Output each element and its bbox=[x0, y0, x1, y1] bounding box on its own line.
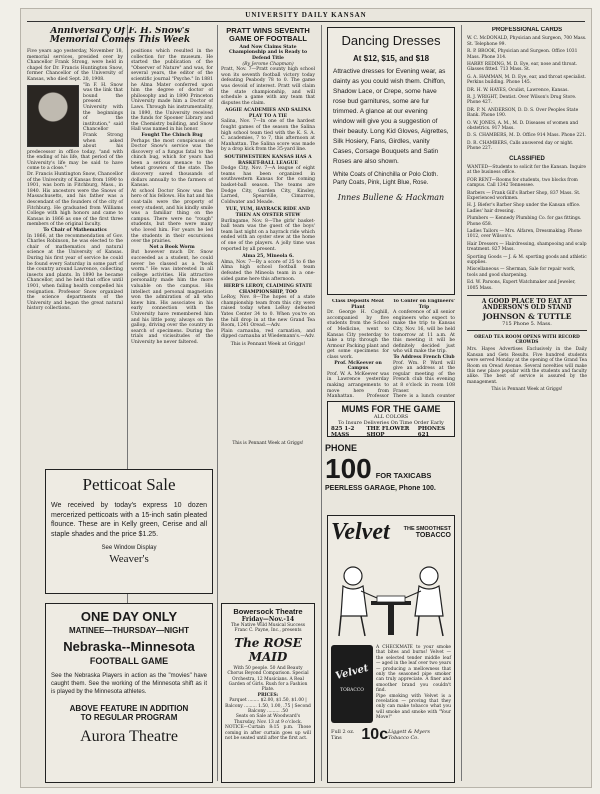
snow-col-2 bbox=[131, 49, 213, 345]
snow-portrait-photo bbox=[27, 85, 79, 147]
tea-room-title: OREAD TEA ROOM OPENS WITH RECORD CROWDS bbox=[474, 334, 580, 345]
classified-header: CLASSIFIED bbox=[509, 155, 545, 162]
chem-title: Class Deposits Meat Plant bbox=[331, 299, 385, 310]
dresses-body: Attractive dresses for Evening wear, as dainty as you could wish them. Chiffon, Shadow Lace, or Crepe, some have rose bud garnitures, some are fur trimmed. A glance at our evening window will give you a suggestion of their beauty. Long Kid Gloves, Aigrettes, Silk Hosiery, Fans, Girdles, vanity Cases, Corsage Bouquets and Satin Roses are also shown. bbox=[333, 68, 449, 165]
snow-body-3: In 1866, at the recommendation of Gov. Charles Robinson, he was elected to the chair of mathematics and natural science at the University of Kansas. During his first year of service he could be found every Saturday in some part of the country around Lawrence, collecting insects and plants. In 1890 he became Chancellor, and he held that office until 1901, when failing health compelled his resignation. Professor Snow organized the science departments of the University and began the great natural history collections. bbox=[27, 233, 123, 312]
velvet-price-label: Full 2 oz. Tins bbox=[331, 729, 355, 741]
anderson-names: JOHNSON & TUTTLE bbox=[482, 311, 572, 321]
football-sub-4: Alma 25, Mineola 6. bbox=[242, 254, 294, 260]
football-sub-5: HERB'S LEROY, CLAIMING STATE CHAMPIONSHIP, TOO bbox=[223, 284, 313, 295]
anderson-ad bbox=[467, 295, 587, 330]
column-divider bbox=[217, 25, 218, 781]
bowersock-body: The Native Wild Musical Success Franc C. Payne, Inc., presents bbox=[230, 623, 306, 634]
confer-body-3: There is a lunch counter bbox=[393, 394, 455, 399]
petticoat-body: We received by today's express 10 dozen mercerized petticoats with a 15-inch satin pleated flounce. These are in Kelly green, Cerise and all staple shades and the price $1.25. bbox=[51, 502, 207, 538]
velvet-tin-image bbox=[331, 645, 373, 723]
flower-address: 825 1-2 MASS bbox=[331, 426, 355, 437]
classified-item: Sporting Goods — J. & M. sporting goods and athletic supplies. bbox=[467, 254, 587, 265]
confer-body: A conference of all senior engineers who expect to make the trip to Kansas City, Nov. 16, will be held tomorrow at 11 a.m. At this meeting it will be definitely decided just who will make the trip. bbox=[393, 310, 455, 355]
professional-card: HARRY REDING, M. D. Eye, ear, nose and throat. Glasses fitted. 713 Mass. St. bbox=[467, 61, 578, 73]
snow-intro: Five years ago yesterday, November 18, memorial services, presided over by Chancellor Frank Strong, were held in chapel for Dr. Francis Huntington Snow, former Chancellor of the University of Kansas, who died Sept. 20, 1908. bbox=[27, 49, 123, 82]
classified-list bbox=[467, 165, 587, 291]
snow-body-1: "In F. H. Snow was the link that bound the present University with the beginnings of the institution," said Chancellor Frank Strong when asked about his predecessor in office today, "and with the ending of his life, that period of the University's life may be said to have come to a close." bbox=[27, 82, 123, 172]
velvet-lower bbox=[331, 645, 451, 723]
aurora-line-5: ABOVE FEATURE IN ADDITION bbox=[69, 704, 189, 713]
professional-card: DR. H. W. HAYES, Oculist, Lawrence, Kansas. bbox=[467, 87, 569, 93]
tea-room-body: Mrs. Hayes Advertises Exclusively in the Daily Kansan and Gets Results. Five hundred students were served Monday at the opening of the Grand Tea Room on Oread Avenue. Several novelties will make this new place popular with the students and faculty alike. The best of service is assured by the management. bbox=[467, 347, 587, 385]
snow-article bbox=[27, 27, 213, 464]
petticoat-window: See Window Display bbox=[101, 545, 157, 551]
column-divider bbox=[321, 25, 322, 781]
football-body-2: Salina, Nov. 7—In one of the hardest fought games of the season the Salina high school team tied with the K. S. A. C. academies, 7 to 7, this afternoon at Manhattan. The Salina score was made by a drop kick from the 35-yard line. bbox=[221, 119, 315, 153]
professional-card: D. S. CHAMBERS, M. D. Office 914 Mass. Phone 221. bbox=[467, 133, 587, 139]
classified-item: Hair Dressers — Hairdressing, shampooing and scalp treatment. 827 Mass. bbox=[467, 241, 587, 253]
velvet-ad bbox=[327, 515, 455, 783]
velvet-maker: Liggett & Myers Tobacco Co. bbox=[388, 729, 430, 741]
bowersock-prices: Parquet ........ $2.00, $1.50, $1.00 | Balcony ......... 1.50, 1.00, .75 | Second Balcony ......... .50 bbox=[225, 698, 311, 715]
snow-headline-1: Anniversary Of F. H. Snow's bbox=[50, 27, 190, 36]
taxi-row bbox=[325, 453, 459, 485]
football-body-7: Plain carnauba, red carnation, and dipped carnauba at Wiedemann's.—Adv. bbox=[221, 328, 315, 340]
classified-item: FOR RENT—Rooms for students, two blocks from campus. Call 1342 Tennessee. bbox=[467, 177, 578, 189]
bowersock-date: Friday—Nov.-14 bbox=[241, 616, 295, 623]
confer-body-2: Prof. Wm. P. Ward will give an address at the regular meeting of the French club this evening at 8 o'clock in room 108 Fraser. bbox=[393, 360, 455, 394]
aurora-line-1: ONE DAY ONLY bbox=[80, 609, 178, 624]
snow-col-1 bbox=[27, 49, 123, 312]
aurora-line-2: MATINEE—THURSDAY—NIGHT bbox=[68, 626, 189, 635]
professional-card: D. R. CHAMBERS, Calls answered day or night. Phone 227. bbox=[467, 140, 574, 152]
masthead-rule bbox=[27, 21, 585, 22]
football-sub-3: YUE, YUM, HAYRACK RIDE AND THEN AN OYSTER STEW bbox=[226, 207, 310, 218]
velvet-copy bbox=[376, 645, 451, 723]
flower-line-1: MUMS FOR THE GAME bbox=[341, 404, 441, 414]
snow-col2-body-4: But however much Dr. Snow succeeded as a student, he could never be classed as a "book worm." He was interested in all college activities. His attractive personality made him the more valuable on the campus. His intellect and personal magnetism won the admiration of all who knew him. His associates in his early connection with the University have remembered him and his little pony, always on the gallop, driving over the country in search of specimens. During the trials and vicissitudes of the University he never faltered. bbox=[131, 250, 213, 345]
professional-card: O. W. JONES, A. M., M. D. Diseases of women and obstetrics. 917 Mass. bbox=[467, 120, 579, 131]
professional-card: DR. P. N. ANDERSON, D. D. S. Over Peoples State Bank. Phone 190. bbox=[467, 107, 579, 119]
classified-item: Ed. W. Parsons, Expert Watchmaker and Jeweler, 1005 Mass. bbox=[467, 280, 576, 291]
football-promo: This is Pennant Week at Griggs! bbox=[230, 342, 306, 348]
professional-card: R. P. BROOK, Physician and Surgeon. Office 1031 Mass. Phone 314. bbox=[467, 49, 578, 60]
flower-shop-name: THE FLOWER SHOP bbox=[366, 426, 410, 437]
dresses-prices: At $12, $15, and $18 bbox=[352, 54, 430, 63]
snow-col2-body: positions which resulted in the collection for the museum. He started the publication of the "Observer of Nature" and was, for several years, the editor of the scientific journal "Psyche." In 1881 he Alma Mater conferred upon him the degree of doctor of philosophy and in 1890 Princeton University made him a Doctor of Laws. Through his instrumentality, in 1890, the University received the funds for Spooner Library and the Chemistry building, and Snow Hall was named in his honor. bbox=[131, 49, 213, 133]
bowersock-prices-label: PRICES: bbox=[257, 692, 279, 698]
anderson-address: 715 Phone 5. Mass. bbox=[502, 320, 552, 327]
dresses-ad bbox=[327, 27, 455, 295]
dresses-signature: Innes Bullene & Hackman bbox=[337, 193, 445, 202]
confer-title: To Confer on Engineers' Trip bbox=[393, 299, 455, 310]
bowersock-body-3: Seats on Sale at Woodward's Thursday, Nov. 13 at 9 o'clock. bbox=[233, 714, 303, 725]
petticoat-store: Weaver's bbox=[109, 553, 149, 565]
snow-headline-2: Memorial Comes This Week bbox=[49, 35, 191, 46]
football-sub-2: SOUTHWESTERN KANSAS HAS A BASKET-BALL LEAGUE bbox=[224, 155, 312, 166]
chem-article bbox=[327, 299, 389, 399]
snow-body-2: Dr. Francis Huntington Snow, Chancellor of the University of Kansas from 1890 to 1901, was born in Fitchburg, Mass., in 1840. His ancestors were the Snows of Massachusetts, and his father was a descendant of the founders of the city of Fitchburg. He graduated from Williams College with high honors and came to Kansas in 1866 as one of the first three members of the original faculty. bbox=[27, 172, 123, 228]
bowersock-body-2: With 50 people. 50 And Beauty Chorus Beyond Comparison. Special Orchestra, 12 Musicians. A Real Garden of Girls. Rush for a Fashion Plate. bbox=[227, 665, 309, 693]
velvet-body: A CHECKMATE to your smoke that bites and burns! Velvet — the selected tender middle leaf — aged in the leaf over two years — producing a mellowness that only the seasoned pipe smoker can truly appreciate. A finer and smoother brand you couldn't find. bbox=[376, 645, 451, 694]
taxi-for: FOR TAXICABS bbox=[375, 471, 432, 480]
dresses-title: Dancing Dresses bbox=[341, 33, 441, 48]
classified-item: Ladies Tailors — Mrs. Alfaren, Dressmaking. Phone 1012, over Wilson's. bbox=[467, 228, 582, 240]
velvet-price: 10c bbox=[361, 726, 389, 743]
taxi-phone: PHONE bbox=[325, 443, 358, 453]
bowersock-show: The ROSE MAID bbox=[234, 635, 302, 664]
bowersock-ad bbox=[221, 603, 315, 783]
velvet-price-row bbox=[331, 726, 451, 744]
aurora-ad bbox=[45, 603, 213, 783]
masthead: UNIVERSITY DAILY KANSAN bbox=[245, 11, 367, 19]
football-body-3: Dodge City, Nov. 7—A league of eight teams has been organized in southwestern Kansas for the coming basket-ball season. The teams are Dodge City, Garden City, Kinsley, Larned, Spearville, Cimarron, Coldwater and Meade. bbox=[221, 166, 315, 205]
professional-card: G. A. HAMMAN, M. D. Eye, ear, and throat specialist. Perkins building. Phone 145. bbox=[467, 74, 586, 86]
flower-ad bbox=[327, 401, 455, 437]
velvet-tin-sub: TOBACCO bbox=[340, 688, 364, 693]
chem-sub: Prof. McKeever on Campus bbox=[334, 360, 382, 372]
snow-col2-subhead-2: Not a Book Worm bbox=[149, 244, 195, 250]
taxi-ad bbox=[325, 443, 459, 513]
velvet-title: Velvet bbox=[331, 519, 390, 545]
velvet-tagline bbox=[404, 526, 451, 539]
velvet-header bbox=[331, 519, 451, 546]
classified-item: Miscellaneous — Sherman, Sale for repair work, tools and good sharpening. bbox=[467, 267, 576, 278]
chem-body: Dr. George H. Coghill, accompanied by five students from the School of Medicine, went to Kansas City yesterday to take a trip through the Armour Packing plant and get some specimens for class work. bbox=[327, 310, 389, 360]
cards-column bbox=[467, 27, 587, 783]
velvet-sub-1: THE SMOOTHEST bbox=[403, 526, 451, 532]
aurora-line-4: FOOTBALL GAME bbox=[89, 656, 169, 666]
petticoat-title: Petticoat Sale bbox=[82, 475, 176, 494]
aurora-line-3: Nebraska--Minnesota bbox=[63, 639, 195, 654]
cards-promo: This is Pennant Week at Griggs! bbox=[491, 387, 563, 393]
velvet-sub-2: TOBACCO bbox=[415, 532, 451, 539]
column-divider bbox=[461, 25, 462, 781]
taxi-number: 100 bbox=[325, 453, 372, 484]
bowersock-title: Bowersock Theatre bbox=[233, 607, 303, 616]
football-deck: And Now Claims State Championship and is Ready to Defend Title bbox=[228, 44, 308, 61]
aurora-line-7: Aurora Theatre bbox=[80, 728, 178, 745]
football-headline-1: PRATT WINS SEVENTH bbox=[226, 27, 310, 35]
football-body-4: Burlingame, Nov. 8—The girls' basket-ball team was the guest of the boys' team last night on a hayrack ride which ended with an oyster stew at the home of one of the players. A jolly time was reported by all present. bbox=[221, 218, 315, 252]
confer-sub: To Address French Club bbox=[393, 354, 455, 360]
snow-subhead: To Chair of Mathematics bbox=[43, 228, 107, 233]
aurora-body: See the Nebraska Players in action as the "movies" have caught them. See the working of the Minnesota shift as it is played by the Minnesota athletes. bbox=[51, 673, 207, 695]
dresses-footer: White Coats of Chinchilla or Polo Cloth. Party Coats, Pink, Light Blue, Rose. bbox=[333, 172, 439, 186]
football-column bbox=[221, 27, 315, 437]
taxi-line: PEERLESS GARAGE, Phone 100. bbox=[325, 485, 436, 492]
petticoat-ad bbox=[45, 469, 213, 594]
football-sub-1: AGGIE ACADEMIES AND SALINA PLAY TO A TIE bbox=[225, 108, 311, 119]
football-body: Pratt, Nov. 7—Pratt county high school won its seventh football victory today defeating Peabody 78 to 0. The game was devoid of interest. Pratt will claim the state championship, and will schedule a game with any team that disputes the claim. bbox=[221, 67, 315, 106]
flower-phone: PHONES 621 bbox=[417, 426, 446, 437]
chess-players-illustration bbox=[331, 546, 451, 641]
snow-col2-body-3: At school Doctor Snow was the hero of his fellows. His hat and his coat-tails were the property of every student, and his kindly smile was a familiar thing on the campus. There were no "rough" students, but there were many who loved him. For years he led the students in their excursions over the prairies. bbox=[131, 188, 213, 245]
cards-list bbox=[467, 36, 587, 151]
bowersock-notice: NOTICE—Curtain 8:15 p.m. Those coming in after curtain goes up will not be seated until after the first act. bbox=[225, 725, 311, 742]
newspaper-sheet bbox=[20, 8, 592, 788]
snow-col2-body-2: Perhaps the most conspicuous of Doctor Snow's service was the discovery of a fungus fatal to the chinch bug, which for years had been a serious menace to the wheat growers of the state. The discovery saved thousands of dollars annually to the farmers of Kansas. bbox=[131, 138, 213, 189]
flower-line-3: To Insure Deliveries On Time Order Early bbox=[338, 420, 444, 426]
anderson-title: A GOOD PLACE TO EAT AT ANDERSON'S OLD STAND bbox=[481, 298, 573, 312]
football-byline: (By Jerome Chapman) bbox=[242, 61, 294, 67]
snow-col2-subhead: Fought The Chinch Bug bbox=[141, 132, 203, 138]
football-headline-2: GAME OF FOOTBALL bbox=[229, 33, 307, 43]
classified-item: Barbers — Frank Gill's Barber Shop, 837 Mass. St. Experienced workmen. bbox=[467, 190, 581, 201]
classified-item: H. J. Biefer's Barber Shop under the Kansan office. Ladies' hair dressing. bbox=[467, 203, 581, 214]
chem-body-2: Prof. W. A. McKeever was in Lawrence yesterday making arrangements to move here from Manhattan. Professor bbox=[327, 371, 389, 399]
classified-item: WANTED—Students to solicit for the Kansan. Inquire at the business office. bbox=[467, 164, 586, 176]
velvet-tin-label: Velvet bbox=[334, 662, 370, 683]
flower-line-2: ALL COLORS bbox=[373, 414, 409, 420]
professional-card: R. J. WRIGHT, Dentist. Over Wilson's Drug Store. Phone 427. bbox=[467, 94, 577, 106]
bowersock-promo: This is Pennant Week at Griggs! bbox=[232, 441, 304, 446]
velvet-body-2: Pipe smoking with Velvet is a revelation — proving that they only can make tobacco what you will smoke and smoke with "Your Move!" bbox=[376, 693, 451, 721]
football-body-5: Alma, Nov. 7—By a score of 25 to 6 the Alma high school football team defeated the Mineola team in a one-sided game here this afternoon. bbox=[221, 259, 315, 282]
classified-item: Plumbers — Kennedy Plumbing Co. for gas fittings. Phone 658. bbox=[467, 216, 582, 227]
football-body-6: LeRoy, Nov. 8—The hopes of a state championship team from this city were raised today when LeRoy defeated Yates Center 34 to 0. When you're on the hill drop in at the new Grand Tea Room, 1241 Oread.—Adv. bbox=[221, 295, 315, 329]
confer-article bbox=[393, 299, 455, 399]
aurora-line-6: TO REGULAR PROGRAM bbox=[80, 713, 178, 722]
cards-header: PROFESSIONAL CARDS bbox=[491, 27, 563, 33]
professional-card: W. C. McDONALD, Physician and Surgeon, 700 Mass. St. Telephone 99. bbox=[467, 36, 587, 47]
flower-footer-row bbox=[331, 426, 451, 437]
